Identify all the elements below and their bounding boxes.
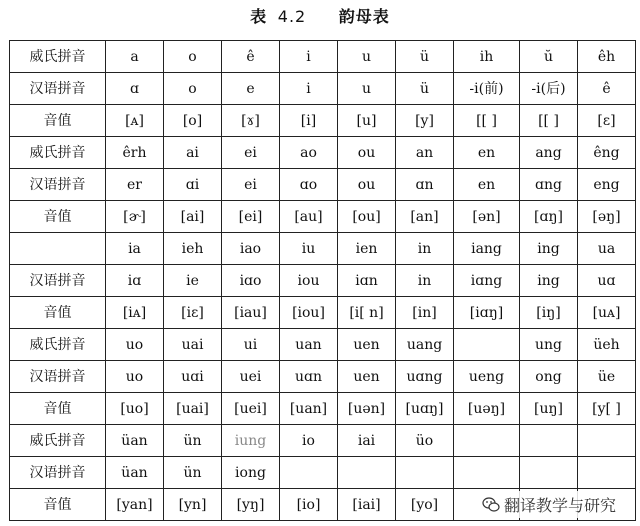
table-cell: [ɛ] [578,105,636,137]
table-title [0,4,640,27]
table-cell [454,329,520,361]
table-cell: [iŋ] [520,297,578,329]
table-cell: ien [338,233,396,265]
table-cell: [iai] [338,489,396,521]
table-cell: an [396,137,454,169]
table-cell: [ɚ] [106,201,164,233]
table-cell: [an] [396,201,454,233]
table-cell: iao [222,233,280,265]
table-cell: iang [454,233,520,265]
table-cell: u [338,73,396,105]
row-label-cell: 音值 [10,105,106,137]
row-label-cell: 汉语拼音 [10,265,106,297]
row-label-cell: 音值 [10,297,106,329]
table-row [10,169,636,201]
table-cell: ui [222,329,280,361]
table-cell: o [164,41,222,73]
table-cell: in [396,233,454,265]
table-cell: [uan] [280,393,338,425]
table-cell: uei [222,361,280,393]
table-cell: [ɤ] [222,105,280,137]
table-cell: iung [222,425,280,457]
table-row [10,329,636,361]
table-cell: ua [578,233,636,265]
table-cell: [y] [396,105,454,137]
table-cell: iai [338,425,396,457]
table-cell: ao [280,137,338,169]
table-cell: [uəŋ] [454,393,520,425]
table-cell: [ai] [164,201,222,233]
row-label-cell: 威氏拼音 [10,41,106,73]
table-cell: ê [578,73,636,105]
table-cell: iong [222,457,280,489]
table-cell: [[ ] [454,105,520,137]
table-cell: êrh [106,137,164,169]
row-label-cell: 音值 [10,201,106,233]
table-cell: êng [578,137,636,169]
table-cell: uang [396,329,454,361]
table-cell: iɑng [454,265,520,297]
table-cell: ün [164,457,222,489]
table-cell: üan [106,457,164,489]
table-cell: ü [396,73,454,105]
table-cell: ing [520,265,578,297]
table-cell: [yan] [106,489,164,521]
table-cell [396,457,454,489]
table-cell: [ou] [338,201,396,233]
table-cell: [io] [280,489,338,521]
table-cell: ang [520,137,578,169]
table-cell: in [396,265,454,297]
table-cell: i [280,41,338,73]
table-cell: [əŋ] [578,201,636,233]
row-label-cell: 音值 [10,489,106,521]
table-row [10,41,636,73]
table-cell: [uei] [222,393,280,425]
table-cell: ie [164,265,222,297]
table-cell: uai [164,329,222,361]
table-cell: uɑng [396,361,454,393]
table-cell: ueng [454,361,520,393]
table-cell: [iou] [280,297,338,329]
table-cell: o [164,73,222,105]
row-label-cell: 汉语拼音 [10,73,106,105]
table-cell: [iɑŋ] [454,297,520,329]
table-row [10,137,636,169]
table-cell: [iɛ] [164,297,222,329]
table-cell: [iau] [222,297,280,329]
table-cell: [uŋ] [520,393,578,425]
table-cell: ou [338,169,396,201]
table-cell [578,457,636,489]
table-row [10,265,636,297]
table-cell: u [338,41,396,73]
table-cell: ɑ [106,73,164,105]
table-cell: iu [280,233,338,265]
table-cell: i [280,73,338,105]
row-label-cell: 汉语拼音 [10,169,106,201]
table-cell: üo [396,425,454,457]
table-row [10,105,636,137]
table-cell [454,457,520,489]
table-cell: ia [106,233,164,265]
table-cell: a [106,41,164,73]
table-cell: ɑng [520,169,578,201]
table-cell: [yn] [164,489,222,521]
table-cell: [o] [164,105,222,137]
table-cell: [i] [280,105,338,137]
table-cell: iou [280,265,338,297]
table-cell: uen [338,361,396,393]
table-body [10,41,636,521]
table-cell: ɑo [280,169,338,201]
table-cell: ing [520,233,578,265]
table-row [10,393,636,425]
table-cell: [ən] [454,201,520,233]
table-cell: ün [164,425,222,457]
wechat-icon [482,497,500,513]
table-cell: [uᴀ] [578,297,636,329]
table-row [10,361,636,393]
watermark-text: 翻译教学与研究 [503,496,616,515]
table-cell: [u] [338,105,396,137]
table-cell: uo [106,329,164,361]
row-label-cell: 音值 [10,393,106,425]
table-cell: [i[ n] [338,297,396,329]
title-number: 4.2 [277,7,307,26]
table-cell: ou [338,137,396,169]
table-row [10,425,636,457]
table-cell: [uən] [338,393,396,425]
table-cell: ü [396,41,454,73]
row-label-cell: 威氏拼音 [10,137,106,169]
table-cell [454,425,520,457]
table-cell: ung [520,329,578,361]
row-label-cell: 威氏拼音 [10,329,106,361]
table-cell: [ɑŋ] [520,201,578,233]
table-cell [520,457,578,489]
table-cell: ei [222,169,280,201]
table-cell [280,457,338,489]
table-cell: iɑ [106,265,164,297]
table-cell: iɑn [338,265,396,297]
table-cell: ei [222,137,280,169]
finals-table [9,40,636,521]
table-cell: en [454,137,520,169]
table-cell: üan [106,425,164,457]
table-cell: [uo] [106,393,164,425]
table-cell: [iᴀ] [106,297,164,329]
table-cell: üe [578,361,636,393]
table-cell: ŭ [520,41,578,73]
table-cell: ê [222,41,280,73]
table-cell: er [106,169,164,201]
table-cell: [yŋ] [222,489,280,521]
table-cell: uɑi [164,361,222,393]
table-cell: [y[ ] [578,393,636,425]
table-cell [338,457,396,489]
table-cell: uo [106,361,164,393]
table-cell: uan [280,329,338,361]
table-cell: [ᴀ] [106,105,164,137]
table-cell: [ei] [222,201,280,233]
table-cell: ong [520,361,578,393]
table-cell: ɑn [396,169,454,201]
table-cell: [uɑŋ] [396,393,454,425]
table-cell: ɑi [164,169,222,201]
table-cell: eng [578,169,636,201]
table-cell: ih [454,41,520,73]
table-cell: e [222,73,280,105]
row-label-cell: 汉语拼音 [10,361,106,393]
table-cell: [in] [396,297,454,329]
watermark [478,491,620,518]
table-row [10,201,636,233]
row-label-cell: 汉语拼音 [10,457,106,489]
table-row [10,297,636,329]
table-cell: uɑn [280,361,338,393]
table-cell: [au] [280,201,338,233]
table-cell: ieh [164,233,222,265]
title-prefix: 表 [250,7,268,26]
table-cell: uen [338,329,396,361]
title-text: 韵母表 [338,7,390,26]
table-cell [578,425,636,457]
row-label-cell [10,233,106,265]
table-cell: [[ ] [520,105,578,137]
table-cell: -i(前) [454,73,520,105]
table-row [10,233,636,265]
table-row [10,73,636,105]
table-row [10,457,636,489]
table-cell: iɑo [222,265,280,297]
table-cell [520,425,578,457]
table-cell: io [280,425,338,457]
table-cell: üeh [578,329,636,361]
row-label-cell: 威氏拼音 [10,425,106,457]
table-cell: êh [578,41,636,73]
table-cell: -i(后) [520,73,578,105]
table-cell: [yo] [396,489,454,521]
table-cell: uɑ [578,265,636,297]
table-cell: ai [164,137,222,169]
table-cell: [uai] [164,393,222,425]
table-cell: en [454,169,520,201]
